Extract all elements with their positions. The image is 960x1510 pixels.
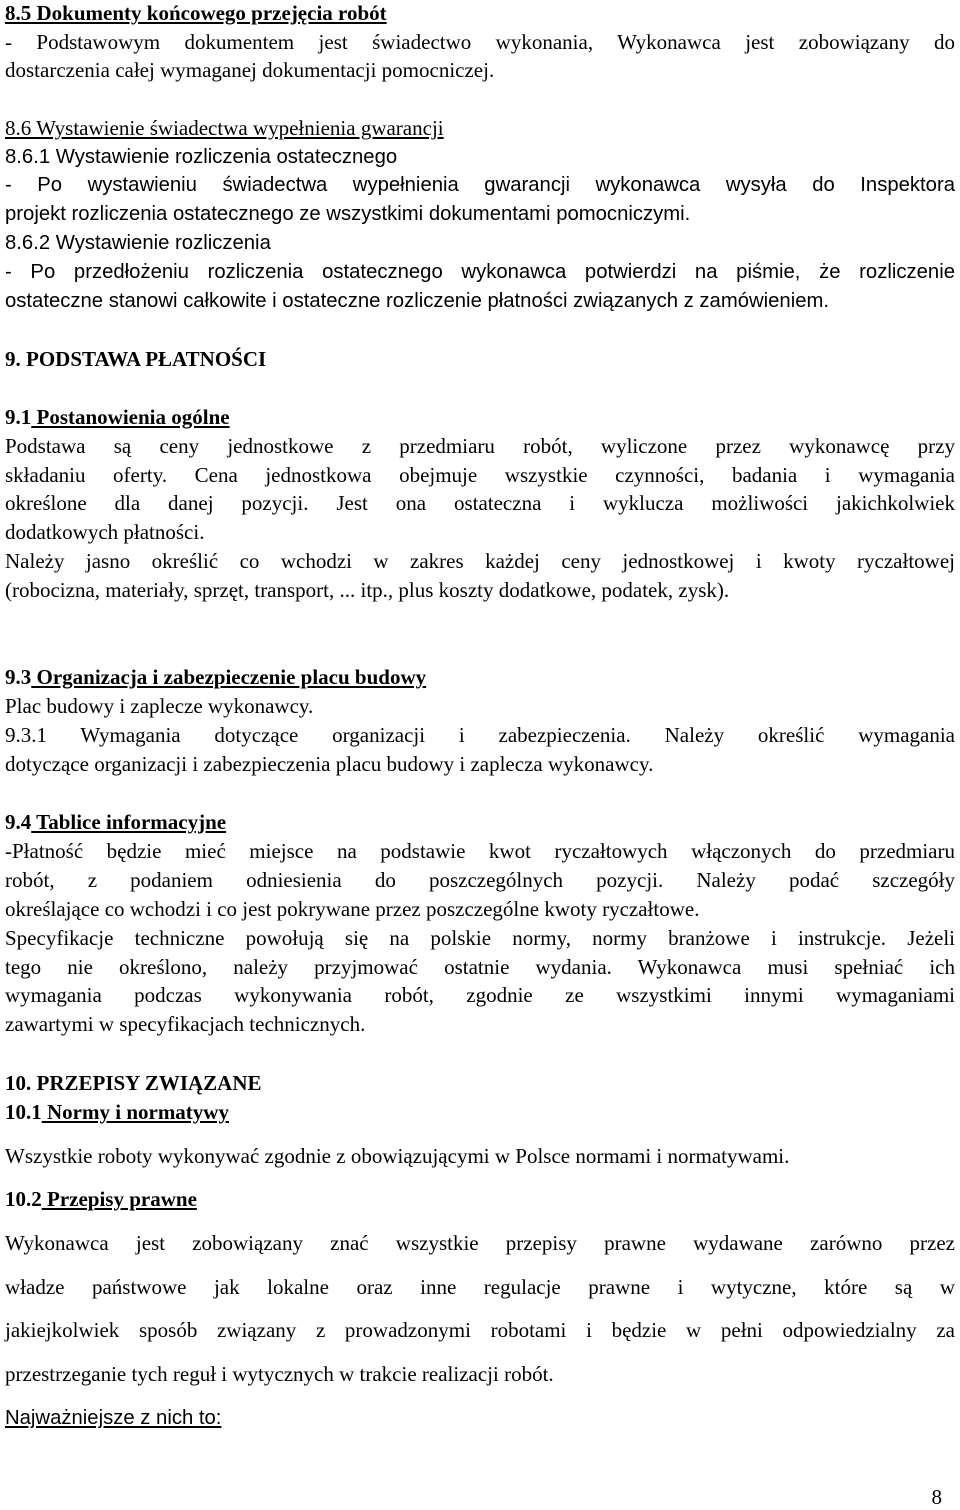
section-9-4-text-line: Specyfikacje techniczne powołują się na polskie normy, normy branżowe i instrukcje. Jeżeli	[5, 926, 955, 950]
section-9-1-text-line: Należy jasno określić co wchodzi w zakres każdej ceny jednostkowej i kwoty ryczałtowej	[5, 549, 955, 573]
section-10-2-text-line: Wykonawca jest zobowiązany znać wszystkie przepisy prawne wydawane zarówno przez	[5, 1231, 955, 1255]
section-9-1-title: Postanowienia ogólne	[31, 405, 230, 429]
section-9-1-number: 9.1	[5, 405, 32, 429]
section-8-6-2-text-line: ostateczne stanowi całkowite i ostateczne rozliczenie płatności związanych z zamówieniem.	[5, 290, 830, 312]
section-8-6-2-heading: 8.6.2 Wystawienie rozliczenia	[5, 232, 271, 254]
section-9-3-title: Organizacja i zabezpieczenie placu budowy	[31, 665, 427, 689]
section-10-2-text-line: władze państwowe jak lokalne oraz inne regulacje prawne i wytyczne, które są w	[5, 1275, 955, 1299]
section-9-4-text-line: zawartymi w specyfikacjach technicznych.	[5, 1012, 366, 1036]
section-9-3-text-line: 9.3.1 Wymagania dotyczące organizacji i zabezpieczenia. Należy określić wymagania	[5, 723, 955, 747]
section-9-1-text-line: dodatkowych płatności.	[5, 520, 205, 544]
section-8-5-text-line: - Podstawowym dokumentem jest świadectwo wykonania, Wykonawca jest zobowiązany do	[5, 30, 955, 54]
section-10-1-text-line: Wszystkie roboty wykonywać zgodnie z obowiązującymi w Polsce normami i normatywami.	[5, 1144, 790, 1168]
section-9-1-heading	[5, 404, 230, 430]
section-9-3-number: 9.3	[5, 665, 32, 689]
section-10-2-heading	[5, 1186, 197, 1212]
section-9-4-title: Tablice informacyjne	[31, 810, 227, 834]
section-9-heading: 9. PODSTAWA PŁATNOŚCI	[5, 347, 267, 371]
section-9-4-text-line: wymagania podczas wykonywania robót, zgodnie ze wszystkimi innymi wymaganiami	[5, 983, 955, 1007]
section-10-2-title: Przepisy prawne	[41, 1187, 197, 1211]
section-10-1-title: Normy i normatywy	[41, 1100, 229, 1124]
page-number: 8	[931, 1485, 942, 1509]
section-9-1-text-line: określone dla danej pozycji. Jest ona ostateczna i wyklucza możliwości jakichkolwiek	[5, 491, 955, 515]
section-9-1-text-line: składaniu oferty. Cena jednostkowa obejmuje wszystkie czynności, badania i wymagania	[5, 463, 955, 487]
section-8-6-2-text-line: - Po przedłożeniu rozliczenia ostatecznego wykonawca potwierdzi na piśmie, że rozliczenie	[5, 261, 955, 283]
section-8-6-1-heading: 8.6.1 Wystawienie rozliczenia ostatecznego	[5, 146, 398, 168]
section-9-3-text-line: dotyczące organizacji i zabezpieczenia placu budowy i zaplecza wykonawcy.	[5, 752, 654, 776]
section-9-4-heading	[5, 809, 226, 835]
section-10-1-number: 10.1	[5, 1100, 42, 1124]
section-9-4-text-line: określające co wchodzi i co jest pokrywane przez poszczególne kwoty ryczałtowe.	[5, 897, 700, 921]
section-9-4-number: 9.4	[5, 810, 32, 834]
section-10-2-list-intro: Najważniejsze z nich to:	[5, 1407, 222, 1429]
section-8-6-1-text-line: projekt rozliczenia ostatecznego ze wszystkimi dokumentami pomocniczymi.	[5, 203, 691, 225]
section-9-4-text-line: tego nie określono, należy przyjmować ostatnie wydania. Wykonawca musi spełniać ich	[5, 955, 955, 979]
section-9-3-heading	[5, 664, 426, 690]
section-10-2-text-line: jakiejkolwiek sposób związany z prowadzonymi robotami i będzie w pełni odpowiedzialny za	[5, 1318, 955, 1342]
section-9-4-text-line: robót, z podaniem odniesienia do poszczególnych pozycji. Należy podać szczegóły	[5, 868, 955, 892]
section-10-2-text-line: przestrzeganie tych reguł i wytycznych w trakcie realizacji robót.	[5, 1362, 554, 1386]
section-10-heading: 10. PRZEPISY ZWIĄZANE	[5, 1071, 262, 1095]
section-9-1-text-line: Podstawa są ceny jednostkowe z przedmiaru robót, wyliczone przez wykonawcę przy	[5, 434, 955, 458]
section-8-6-heading: 8.6 Wystawienie świadectwa wypełnienia gwarancji	[5, 116, 444, 140]
section-8-6-1-text-line: - Po wystawieniu świadectwa wypełnienia gwarancji wykonawca wysyła do Inspektora	[5, 174, 955, 196]
section-8-5-heading: 8.5 Dokumenty końcowego przejęcia robót	[5, 1, 387, 25]
section-10-2-number: 10.2	[5, 1187, 42, 1211]
section-9-4-text-line: -Płatność będzie mieć miejsce na podstawie kwot ryczałtowych włączonych do przedmiaru	[5, 839, 955, 863]
section-9-1-text-line: (robocizna, materiały, sprzęt, transport, ... itp., plus koszty dodatkowe, podatek, zysk).	[5, 578, 730, 602]
section-8-5-text-line: dostarczenia całej wymaganej dokumentacji pomocniczej.	[5, 58, 495, 82]
section-9-3-text-line: Plac budowy i zaplecze wykonawcy.	[5, 694, 314, 718]
section-10-1-heading	[5, 1099, 229, 1125]
